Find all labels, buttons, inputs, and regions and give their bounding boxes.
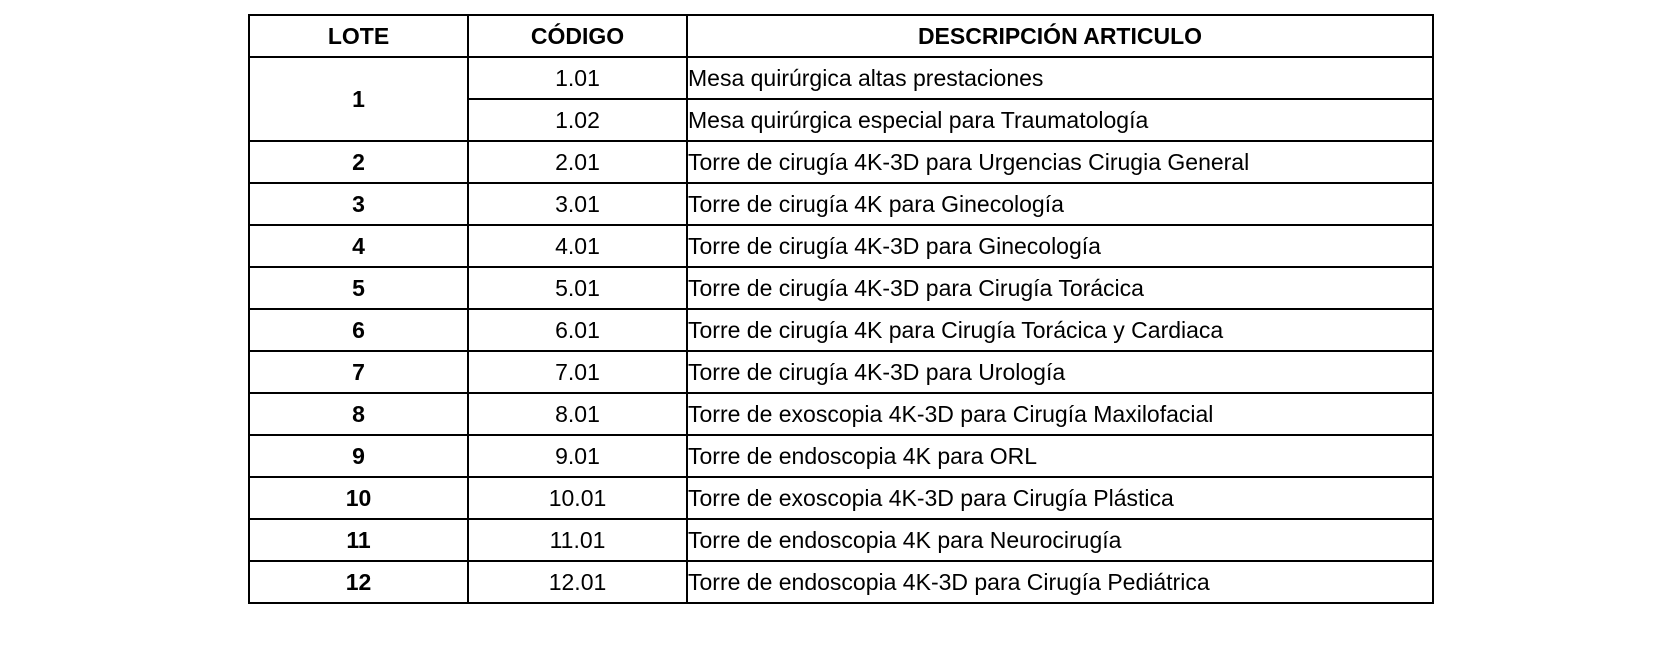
- lots-table: [248, 14, 1434, 604]
- descripcion-cell: Torre de cirugía 4K-3D para Ginecología: [687, 225, 1433, 267]
- table-row: [249, 225, 1433, 267]
- lote-cell: 6: [249, 309, 468, 351]
- table-row: [249, 351, 1433, 393]
- lote-cell: 3: [249, 183, 468, 225]
- descripcion-cell: Torre de cirugía 4K para Ginecología: [687, 183, 1433, 225]
- table-row: [249, 309, 1433, 351]
- codigo-cell: 11.01: [468, 519, 687, 561]
- codigo-cell: 7.01: [468, 351, 687, 393]
- descripcion-cell: Mesa quirúrgica especial para Traumatología: [687, 99, 1433, 141]
- descripcion-cell: Torre de cirugía 4K-3D para Urgencias Cirugia General: [687, 141, 1433, 183]
- codigo-cell: 3.01: [468, 183, 687, 225]
- codigo-cell: 1.01: [468, 57, 687, 99]
- header-codigo: CÓDIGO: [468, 15, 687, 57]
- lote-cell: 11: [249, 519, 468, 561]
- descripcion-cell: Torre de cirugía 4K-3D para Urología: [687, 351, 1433, 393]
- codigo-cell: 8.01: [468, 393, 687, 435]
- descripcion-cell: Torre de cirugía 4K para Cirugía Torácica y Cardiaca: [687, 309, 1433, 351]
- codigo-cell: 12.01: [468, 561, 687, 603]
- header-lote: LOTE: [249, 15, 468, 57]
- descripcion-cell: Torre de exoscopia 4K-3D para Cirugía Plástica: [687, 477, 1433, 519]
- codigo-cell: 4.01: [468, 225, 687, 267]
- descripcion-cell: Mesa quirúrgica altas prestaciones: [687, 57, 1433, 99]
- header-descripcion: DESCRIPCIÓN ARTICULO: [687, 15, 1433, 57]
- descripcion-cell: Torre de endoscopia 4K para Neurocirugía: [687, 519, 1433, 561]
- codigo-cell: 5.01: [468, 267, 687, 309]
- header-row: [249, 15, 1433, 57]
- descripcion-cell: Torre de exoscopia 4K-3D para Cirugía Maxilofacial: [687, 393, 1433, 435]
- lote-cell: 10: [249, 477, 468, 519]
- lote-cell: 8: [249, 393, 468, 435]
- lote-cell: 5: [249, 267, 468, 309]
- table-row: [249, 561, 1433, 603]
- codigo-cell: 1.02: [468, 99, 687, 141]
- table-row: [249, 183, 1433, 225]
- table-row: [249, 477, 1433, 519]
- descripcion-cell: Torre de endoscopia 4K-3D para Cirugía Pediátrica: [687, 561, 1433, 603]
- table-row: [249, 267, 1433, 309]
- lote-cell: 4: [249, 225, 468, 267]
- table-row: [249, 519, 1433, 561]
- lote-cell: 9: [249, 435, 468, 477]
- table-row: [249, 57, 1433, 99]
- table-row: [249, 393, 1433, 435]
- codigo-cell: 2.01: [468, 141, 687, 183]
- codigo-cell: 6.01: [468, 309, 687, 351]
- descripcion-cell: Torre de endoscopia 4K para ORL: [687, 435, 1433, 477]
- lote-cell: 12: [249, 561, 468, 603]
- table-row: [249, 435, 1433, 477]
- lote-cell: 1: [249, 57, 468, 141]
- table-row: [249, 141, 1433, 183]
- descripcion-cell: Torre de cirugía 4K-3D para Cirugía Torácica: [687, 267, 1433, 309]
- codigo-cell: 9.01: [468, 435, 687, 477]
- lote-cell: 7: [249, 351, 468, 393]
- lote-cell: 2: [249, 141, 468, 183]
- codigo-cell: 10.01: [468, 477, 687, 519]
